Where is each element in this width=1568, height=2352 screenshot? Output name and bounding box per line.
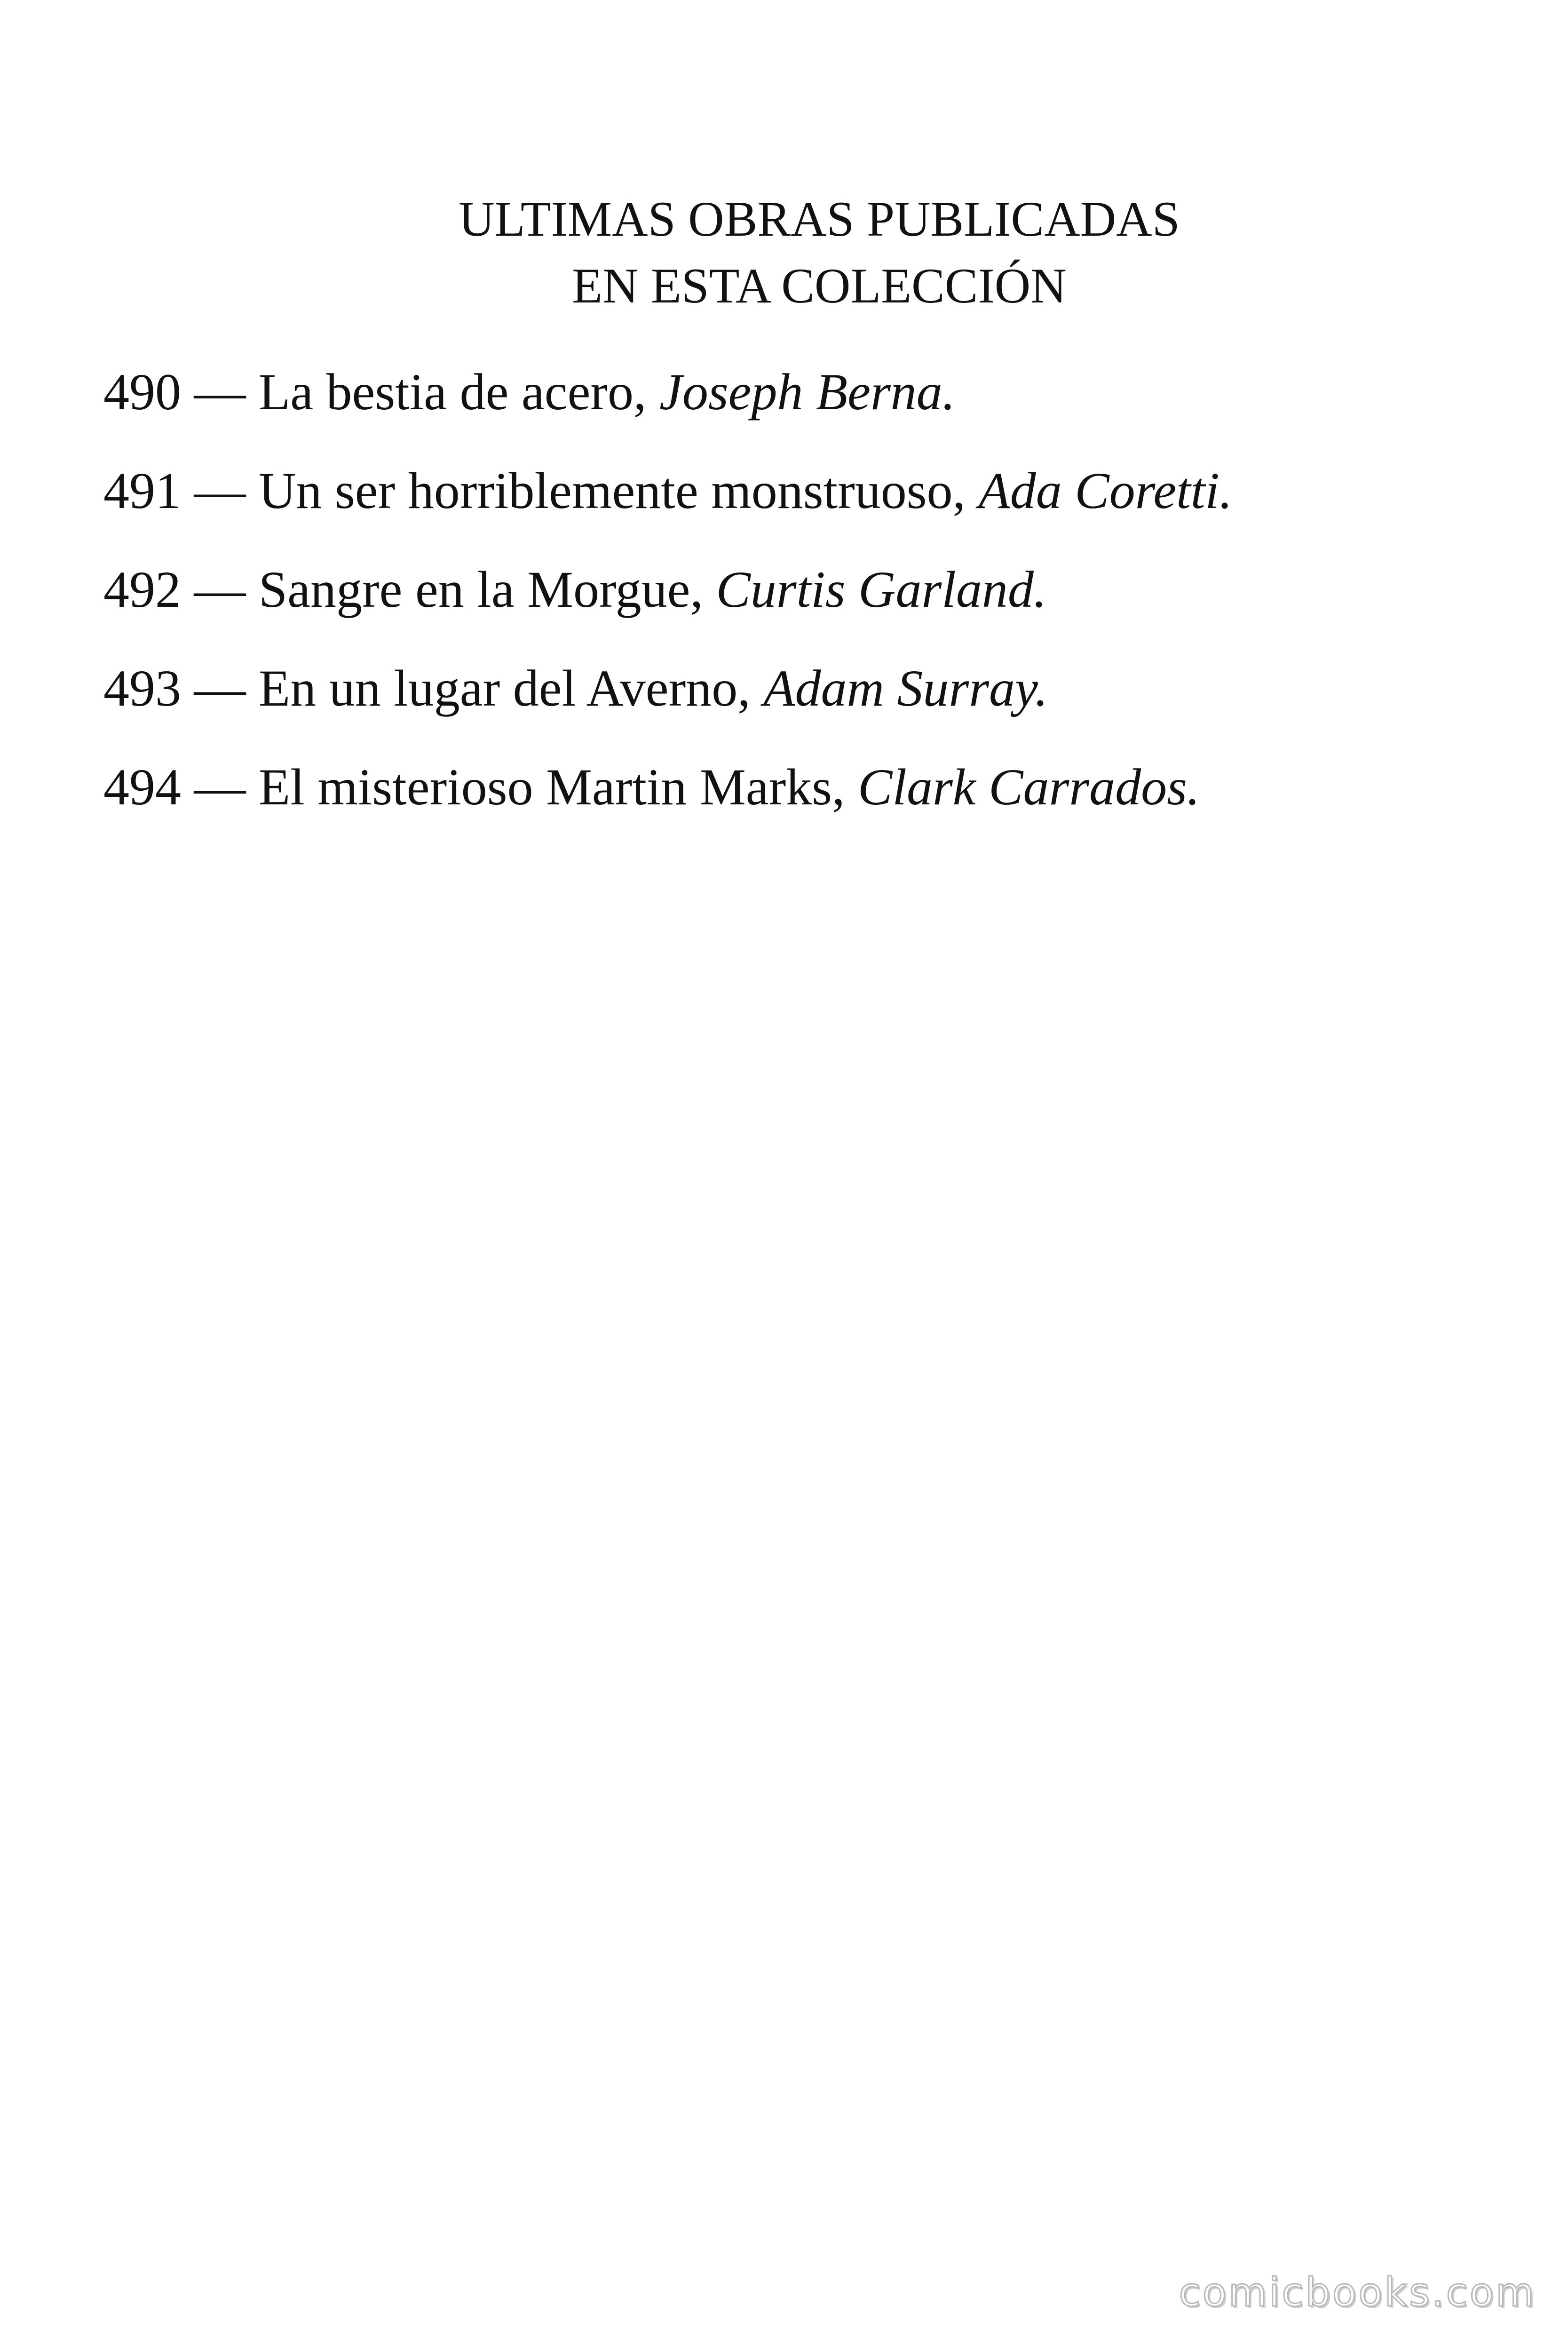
watermark: comicbooks.com [1179,2269,1536,2315]
separator: , [634,363,660,421]
book-title: El misterioso Martin Marks [259,758,832,816]
separator: , [952,462,979,519]
book-title: Sangre en la Morgue [259,561,690,618]
book-title: En un lugar del Averno [259,660,738,717]
separator: , [832,758,858,816]
list-item [103,361,1514,460]
book-author: Adam Surray. [763,660,1048,717]
list-item [103,756,1514,855]
book-number: 494 [103,758,181,816]
book-number: 491 [103,462,181,519]
separator: , [690,561,716,618]
page-heading [0,186,1568,319]
book-author: Curtis Garland. [716,561,1047,618]
book-number: 490 [103,363,181,421]
book-number: 492 [103,561,181,618]
em-dash: — [181,561,259,618]
book-title: La bestia de acero [259,363,634,421]
book-author: Ada Coretti. [978,462,1233,519]
book-number: 493 [103,660,181,717]
book-title: Un ser horriblemente monstruoso [259,462,953,519]
em-dash: — [181,660,259,717]
heading-line-1: ULTIMAS OBRAS PUBLICADAS [459,191,1180,246]
list-item [103,559,1514,658]
list-item [103,658,1514,756]
book-list [103,361,1514,855]
book-author: Joseph Berna. [659,363,956,421]
em-dash: — [181,462,259,519]
book-author: Clark Carrados. [858,758,1200,816]
em-dash: — [181,363,259,421]
separator: , [737,660,764,717]
list-item [103,460,1514,559]
heading-line-2: EN ESTA COLECCIÓN [572,258,1067,313]
em-dash: — [181,758,259,816]
